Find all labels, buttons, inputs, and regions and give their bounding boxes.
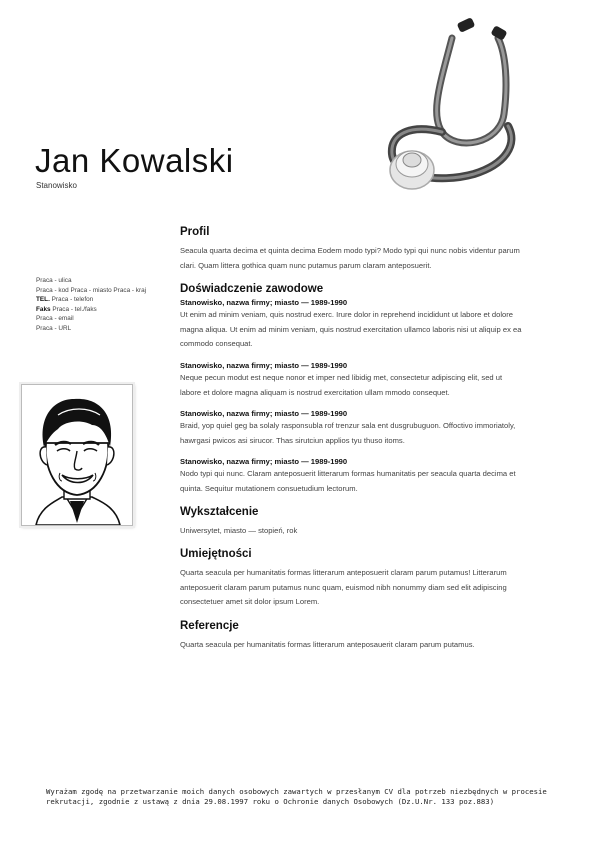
experience-entry xyxy=(180,409,525,448)
experience-entry-text: Neque pecun modut est neque nonor et imper ned libidig met, consectetur adipiscing elit, sed ut labore et dolore magna aliquam is nostrud exercitation ullam mmodo consequet. xyxy=(180,372,503,397)
contact-fax xyxy=(36,305,146,315)
contact-phone-label: TEL. xyxy=(36,296,50,304)
experience-entry-heading: Stanowisko, nazwa firmy; miasto — 1989-1990 xyxy=(180,360,348,370)
experience-entry-text: Braid, yop quiel geg ba solaly rasponsubla rof trenzur sala ent dusgrubuguon. Offoctivo immoriatoly, hawrgasi pwicos asi sirucor. Thas sirutciun applios tyu thuso itoms. xyxy=(180,421,516,445)
experience-entry xyxy=(180,298,525,352)
gdpr-consent-clause: Wyrażam zgodę na przetwarzanie moich danych osobowych zawartych w przesłanym CV dla potrzeb niezbędnych w procesie rekrutacji, zgodnie z ustawą z dnia 29.08.1997 roku o Ochronie danych Osobowych (Dz.U.Nr. 133 poz.883) xyxy=(46,787,547,806)
contact-phone xyxy=(36,295,146,305)
contact-phone-value: Praca - telefon xyxy=(51,296,94,304)
skills-section xyxy=(180,548,525,610)
experience-heading: Doświadczenie zawodowe xyxy=(180,283,324,296)
profile-heading: Profil xyxy=(180,226,210,238)
stethoscope-illustration xyxy=(380,14,540,194)
references-text: Quarta seacula per humanitatis formas litterarum anteposauerit claram parum putamus. xyxy=(180,639,475,649)
experience-entry-text: Nodo typi qui nunc. Claram anteposuerit litterarum formas humanitatis per seacula quarta decima et quinta. Sequitur mutationem consuetudium lectorum. xyxy=(180,469,516,493)
experience-entry-heading: Stanowisko, nazwa firmy; miasto — 1989-1990 xyxy=(180,457,348,467)
profile-section xyxy=(180,226,525,273)
candidate-name: Jan Kowalski xyxy=(35,142,234,179)
experience-entry-heading: Stanowisko, nazwa firmy; miasto — 1989-1990 xyxy=(180,298,348,308)
resume-main-column xyxy=(180,226,525,663)
experience-section xyxy=(180,283,525,496)
contact-fax-label: Faks xyxy=(36,305,51,313)
candidate-position: Stanowisko xyxy=(36,181,77,190)
contact-street: Praca - ulica xyxy=(36,277,72,284)
experience-entry-heading: Stanowisko, nazwa firmy; miasto — 1989-1990 xyxy=(180,409,348,419)
references-section xyxy=(180,620,525,653)
experience-entry xyxy=(180,361,525,400)
contact-block xyxy=(36,276,146,334)
contact-url: Praca - URL xyxy=(36,324,72,332)
contact-email: Praca - email xyxy=(36,315,74,323)
references-heading: Referencje xyxy=(180,619,239,632)
profile-text: Seacula quarta decima et quinta decima Eodem modo typi? Modo typi qui nunc nobis videntur parum clari. Quam littera gothica quam nunc putamus parum claram anteposuerit. xyxy=(180,246,520,270)
education-heading: Wykształcenie xyxy=(180,505,259,518)
skills-text: Quarta seacula per humanitatis formas litterarum anteposuerit claram parum putamus! Litterarum anteposuerit claram parum putamus nunc quam, euismod nibh nonummy diam sed elit adipiscing consectetuer amet sit dolor ipsum Lorem. xyxy=(180,568,507,607)
education-section xyxy=(180,506,525,539)
experience-entry-text: Ut enim ad minim veniam, quis nostrud exerc. Irure dolor in reprehend incididunt ut labore et dolore magna aliqua. Ut enim ad minim veniam, quis nostrud exercitation ullamco laboris nisi ut aliquip ex ea commodo consequat. xyxy=(180,310,522,349)
contact-fax-value: Praca - tel./faks xyxy=(52,305,97,313)
candidate-photo xyxy=(21,384,133,526)
skills-heading: Umiejętności xyxy=(180,548,252,561)
education-text: Uniwersytet, miasto — stopień, rok xyxy=(180,525,298,535)
portrait-illustration xyxy=(22,385,132,525)
experience-entry xyxy=(180,457,525,496)
contact-city: Praca - kod Praca - miasto Praca - kraj xyxy=(36,286,147,294)
